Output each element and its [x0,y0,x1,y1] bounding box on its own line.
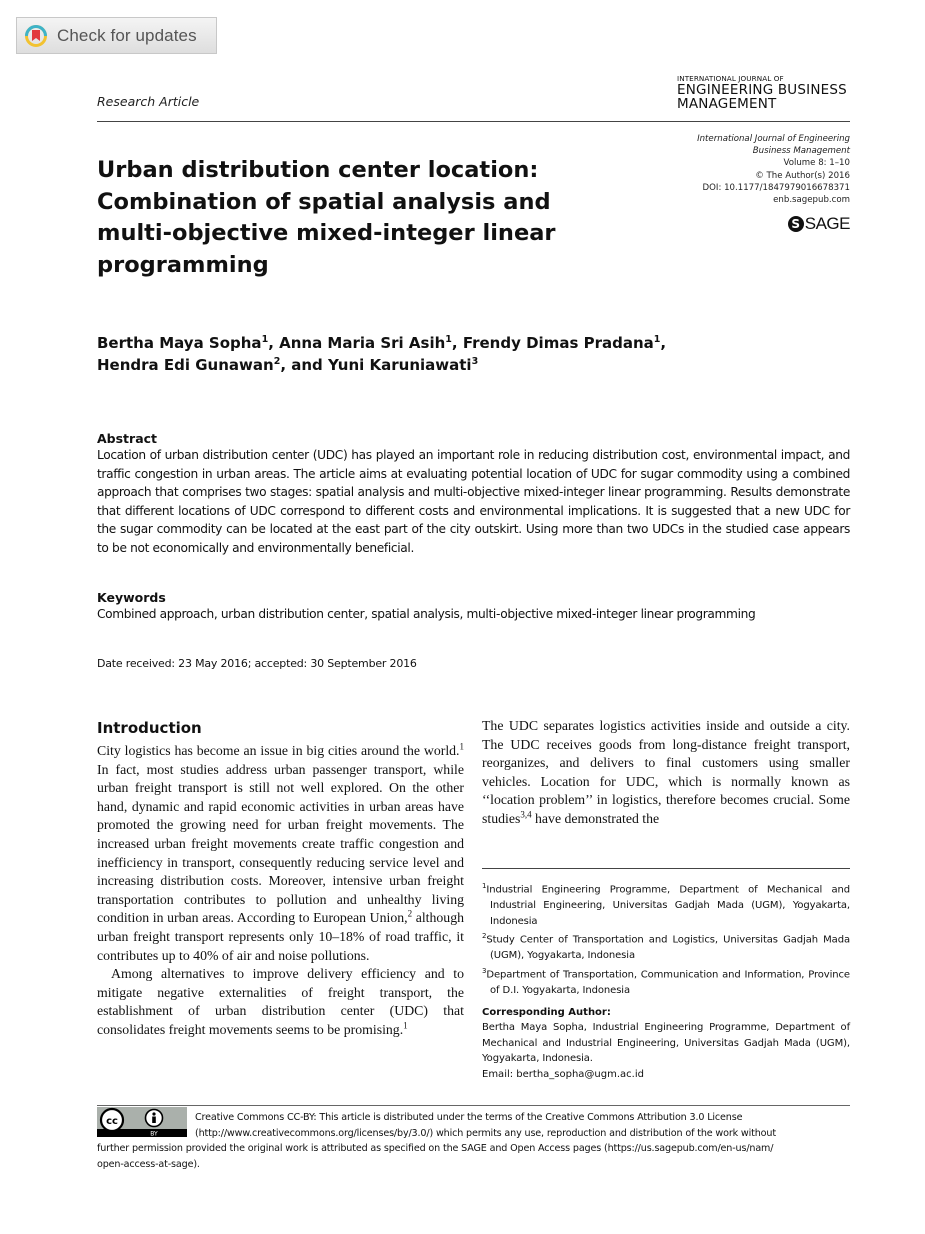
check-for-updates-label: Check for updates [57,25,197,45]
author: Yuni Karuniawati$^3$ [328,356,479,374]
svg-text:cc: cc [106,1116,118,1127]
license-line: Creative Commons CC-BY: This article is distributed under the terms of the Creative Commons Attribution 3.0 License [195,1112,743,1123]
right-column [482,717,850,829]
author: Anna Maria Sri Asih$^1$ [279,334,452,352]
author: Frendy Dimas Pradana$^1$ [462,334,661,352]
affiliation-marker: 1 [653,334,661,345]
doi-link[interactable]: DOI: 10.1177/1847979016678371 [702,182,850,193]
affiliation-marker: 3 [471,356,479,367]
left-column [97,718,464,1040]
check-for-updates-button[interactable] [16,17,217,54]
citation-link[interactable]: 1 [403,1020,408,1031]
citation-link[interactable]: 3,4 [520,809,532,820]
affiliation-marker: 1 [261,334,269,345]
article-type: Research Article [97,94,200,109]
sage-wordmark: SAGE [804,214,850,233]
sage-logo [788,214,850,234]
affiliation-item: $^2$Study Center of Transportation and Logistics, Universitas Gadjah Mada (UGM), Yogyakarta, Indonesia [482,932,850,962]
journal-name-line1: International Journal of Engineering [697,134,850,144]
crossmark-icon [25,25,47,47]
corresponding-author-label: Corresponding Author: [482,1007,611,1018]
keywords-section [97,590,850,624]
journal-website-link[interactable]: enb.sagepub.com [773,195,850,206]
citation-link[interactable]: 1 [459,741,464,752]
introduction-heading: Introduction [97,719,202,737]
license-divider [97,1105,850,1106]
title-line: Urban distribution center location: [97,157,539,183]
keywords-heading: Keywords [97,590,166,605]
affiliation-item: $^1$Industrial Engineering Programme, Department of Mechanical and Industrial Engineering, Universitas Gadjah Mada (UGM), Yogyakarta, Indonesia [482,882,850,927]
journal-name-line2: Business Management [752,146,850,157]
affiliation-marker: 2 [273,356,281,367]
title-line: Combination of spatial analysis and [97,188,551,215]
license-link[interactable]: (http://www.creativecommons.org/licenses/by/3.0/) which permits any use, reproduction and distribution of the work without [195,1127,776,1139]
journal-logo-line2: ENGINEERING BUSINESS [677,82,847,98]
copyright: © The Author(s) 2016 [755,170,850,181]
license-line: open-access-at-sage). [97,1159,200,1171]
article-title [97,155,617,281]
abstract-text: Location of urban distribution center (UDC) has played an important role in reducing distribution cost, environmental impact, and traffic congestion in urban areas. The article aims at evaluating potential location of UDC for sugar commodity using a combined approach that comprises two stages: spatial analysis and multi-objective mixed-integer linear programming. Results demonstrate that different locations of UDC correspond to different costs and environmental implications. It is suggested that a new UDC for the sugar commodity can be located at the east part of the city outskirt. Using more than two UDCs in the studied case appears to be not economically and environmentally beneficial. [97,448,850,555]
author: Bertha Maya Sopha$^1$ [97,334,269,352]
svg-text:BY: BY [150,1130,158,1137]
author-list: Bertha Maya Sopha$^1$, Anna Maria Sri Asih$^1$, Frendy Dimas Pradana$^1$, Hendra Edi Gunawan$^2$, and Yuni Karuniawati$^3$ [97,334,667,374]
license-text [97,1110,850,1173]
intro-paragraph-1: City logistics has become an issue in big cities around the world.$^1$ In fact, most studies address urban passenger transport, while urban freight transport is still not well explored. On the other hand, dynamic and rapid economic activities in urban areas have promoted the growing need for urban freight movements. The increased urban freight movements create traffic congestion and inefficiency in transport, consequently reducing service level and increasing distribution costs. Moreover, intensive urban freight transportation contributes to pollution and unhealthy living condition in urban areas. According to European Union,$^2$ although urban freight transport represents only 10–18% of road traffic, it contributes up to 40% of air and noise pollutions. [97,741,465,963]
corresponding-author-text: Bertha Maya Sopha, Industrial Engineering Programme, Department of Mechanical and Industrial Engineering, Universitas Gadjah Mada (UGM), Yogyakarta, Indonesia. [482,1022,850,1065]
sage-symbol-icon: S [788,216,804,232]
volume: Volume 8: 1–10 [783,158,850,169]
journal-logo-line3: MANAGEMENT [677,96,777,112]
license-line: further permission provided the original work is attributed as specified on the SAGE and Open Access pages (https://us.sagepub.com/en-us/nam/ [97,1143,774,1155]
submission-dates: Date received: 23 May 2016; accepted: 30 September 2016 [97,657,417,670]
citation-link[interactable]: 2 [407,908,413,919]
affiliations [482,879,850,998]
title-line: programming [97,251,269,278]
affiliation-marker: 1 [445,334,452,345]
journal-logo-line1: INTERNATIONAL JOURNAL OF [677,74,784,83]
abstract-section [97,431,850,557]
corresponding-author [482,1005,850,1082]
header-divider [97,121,850,122]
abstract-heading: Abstract [97,431,158,446]
footnote-divider [482,868,850,869]
intro-paragraph-2: Among alternatives to improve delivery efficiency and to mitigate negative externalities of freight transport, the establishment of urban distribution center (UDC) that consolidates freight movements seems to be promising.$^1$ [97,966,464,1037]
corresponding-author-email[interactable]: Email: bertha_sopha@ugm.ac.id [482,1068,644,1080]
affiliation-item: $^3$Department of Transportation, Communication and Information, Province of D.I. Yogyakarta, Indonesia [482,966,850,996]
title-line: multi-objective mixed-integer linear [97,220,556,246]
journal-logo [677,74,847,111]
keywords-text: Combined approach, urban distribution center, spatial analysis, multi-objective mixed-integer linear programming [97,607,756,621]
author: Hendra Edi Gunawan$^2$ [97,356,281,374]
intro-paragraph-3: The UDC separates logistics activities inside and outside a city. The UDC receives goods from long-distance freight transport, reorganizes, and delivers to final customers using smaller vehicles. Location for UDC, which is normally known as ‘‘location problem’’ in logistics, therefore becomes crucial. Some studies$^{3,4}$ have demonstrated the [482,718,850,826]
journal-meta [697,133,850,206]
